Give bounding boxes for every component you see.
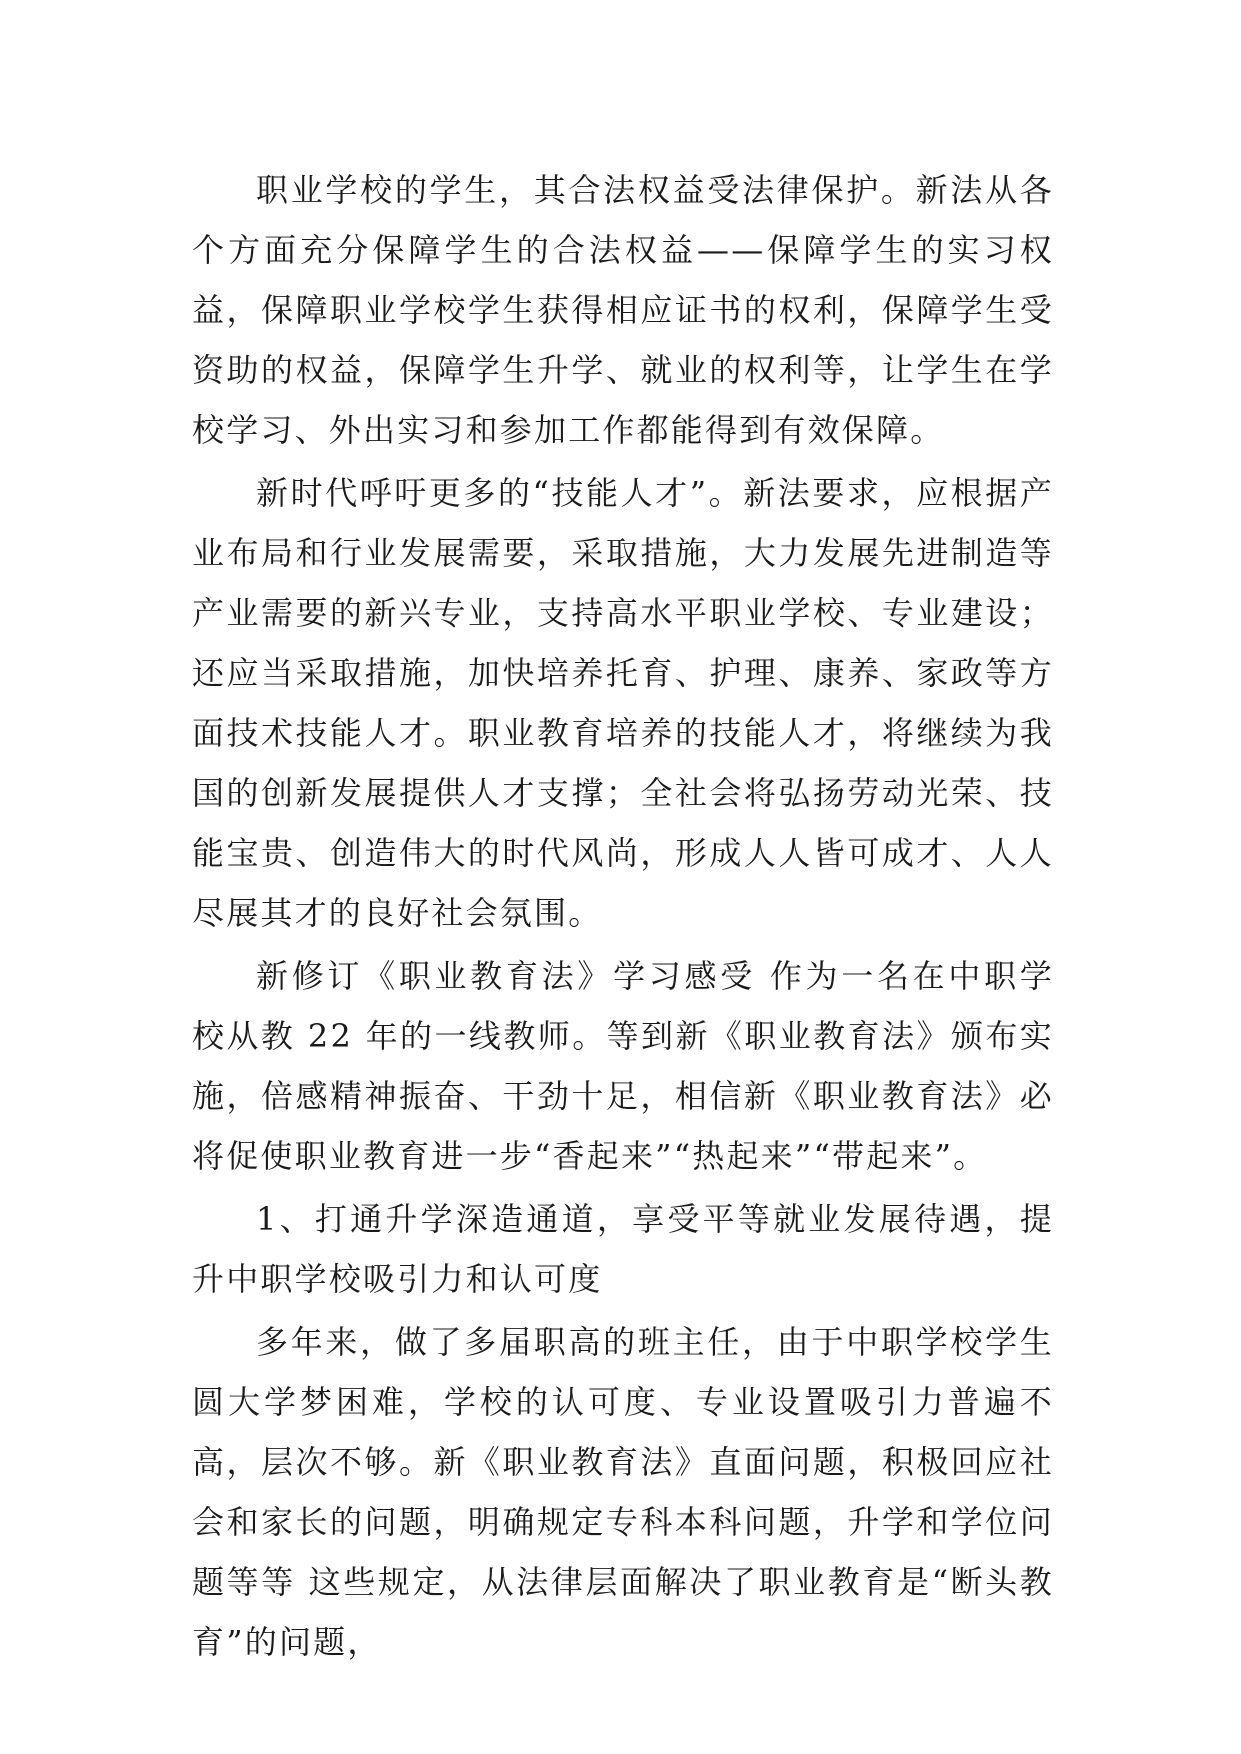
document-body (192, 160, 1054, 1675)
paragraph-skilled-talent: 新时代呼吁更多的“技能人才”。新法要求，应根据产业布局和行业发展需要，采取措施，大力发展先进制造等产业需要的新兴专业，支持高水平职业学校、专业建设；还应当采取措施，加快培养托育、护理、康养、家政等方面技术技能人才。职业教育培养的技能人才，将继续为我国的创新发展提供人才支撑；全社会将弘扬劳动光荣、技能宝贵、创造伟大的时代风尚，形成人人皆可成才、人人尽展其才的良好社会氛围。 (192, 474, 1054, 932)
paragraph-head-teacher-experience: 多年来，做了多届职高的班主任，由于中职学校学生圆大学梦困难，学校的认可度、专业设置吸引力普遍不高，层次不够。新《职业教育法》直面问题，积极回应社会和家长的问题，明确规定专科本科问题，升学和学位问题等等 这些规定，从法律层面解决了职业教育是“断头教育”的问题， (192, 1323, 1054, 1661)
paragraph-teacher-reflection: 新修订《职业教育法》学习感受 作为一名在中职学校从教 22 年的一线教师。等到新《职业教育法》颁布实施，倍感精神振奋、干劲十足，相信新《职业教育法》必将促使职业教育进一步“香起来”“热起来”“带起来”。 (192, 957, 1054, 1175)
paragraph-section-heading-1: 1、打通升学深造通道，享受平等就业发展待遇，提升中职学校吸引力和认可度 (192, 1200, 1054, 1298)
paragraph-student-rights: 职业学校的学生，其合法权益受法律保护。新法从各个方面充分保障学生的合法权益——保障学生的实习权益，保障职业学校学生获得相应证书的权利，保障学生受资助的权益，保障学生升学、就业的权利等，让学生在学校学习、外出实习和参加工作都能得到有效保障。 (192, 171, 1054, 449)
